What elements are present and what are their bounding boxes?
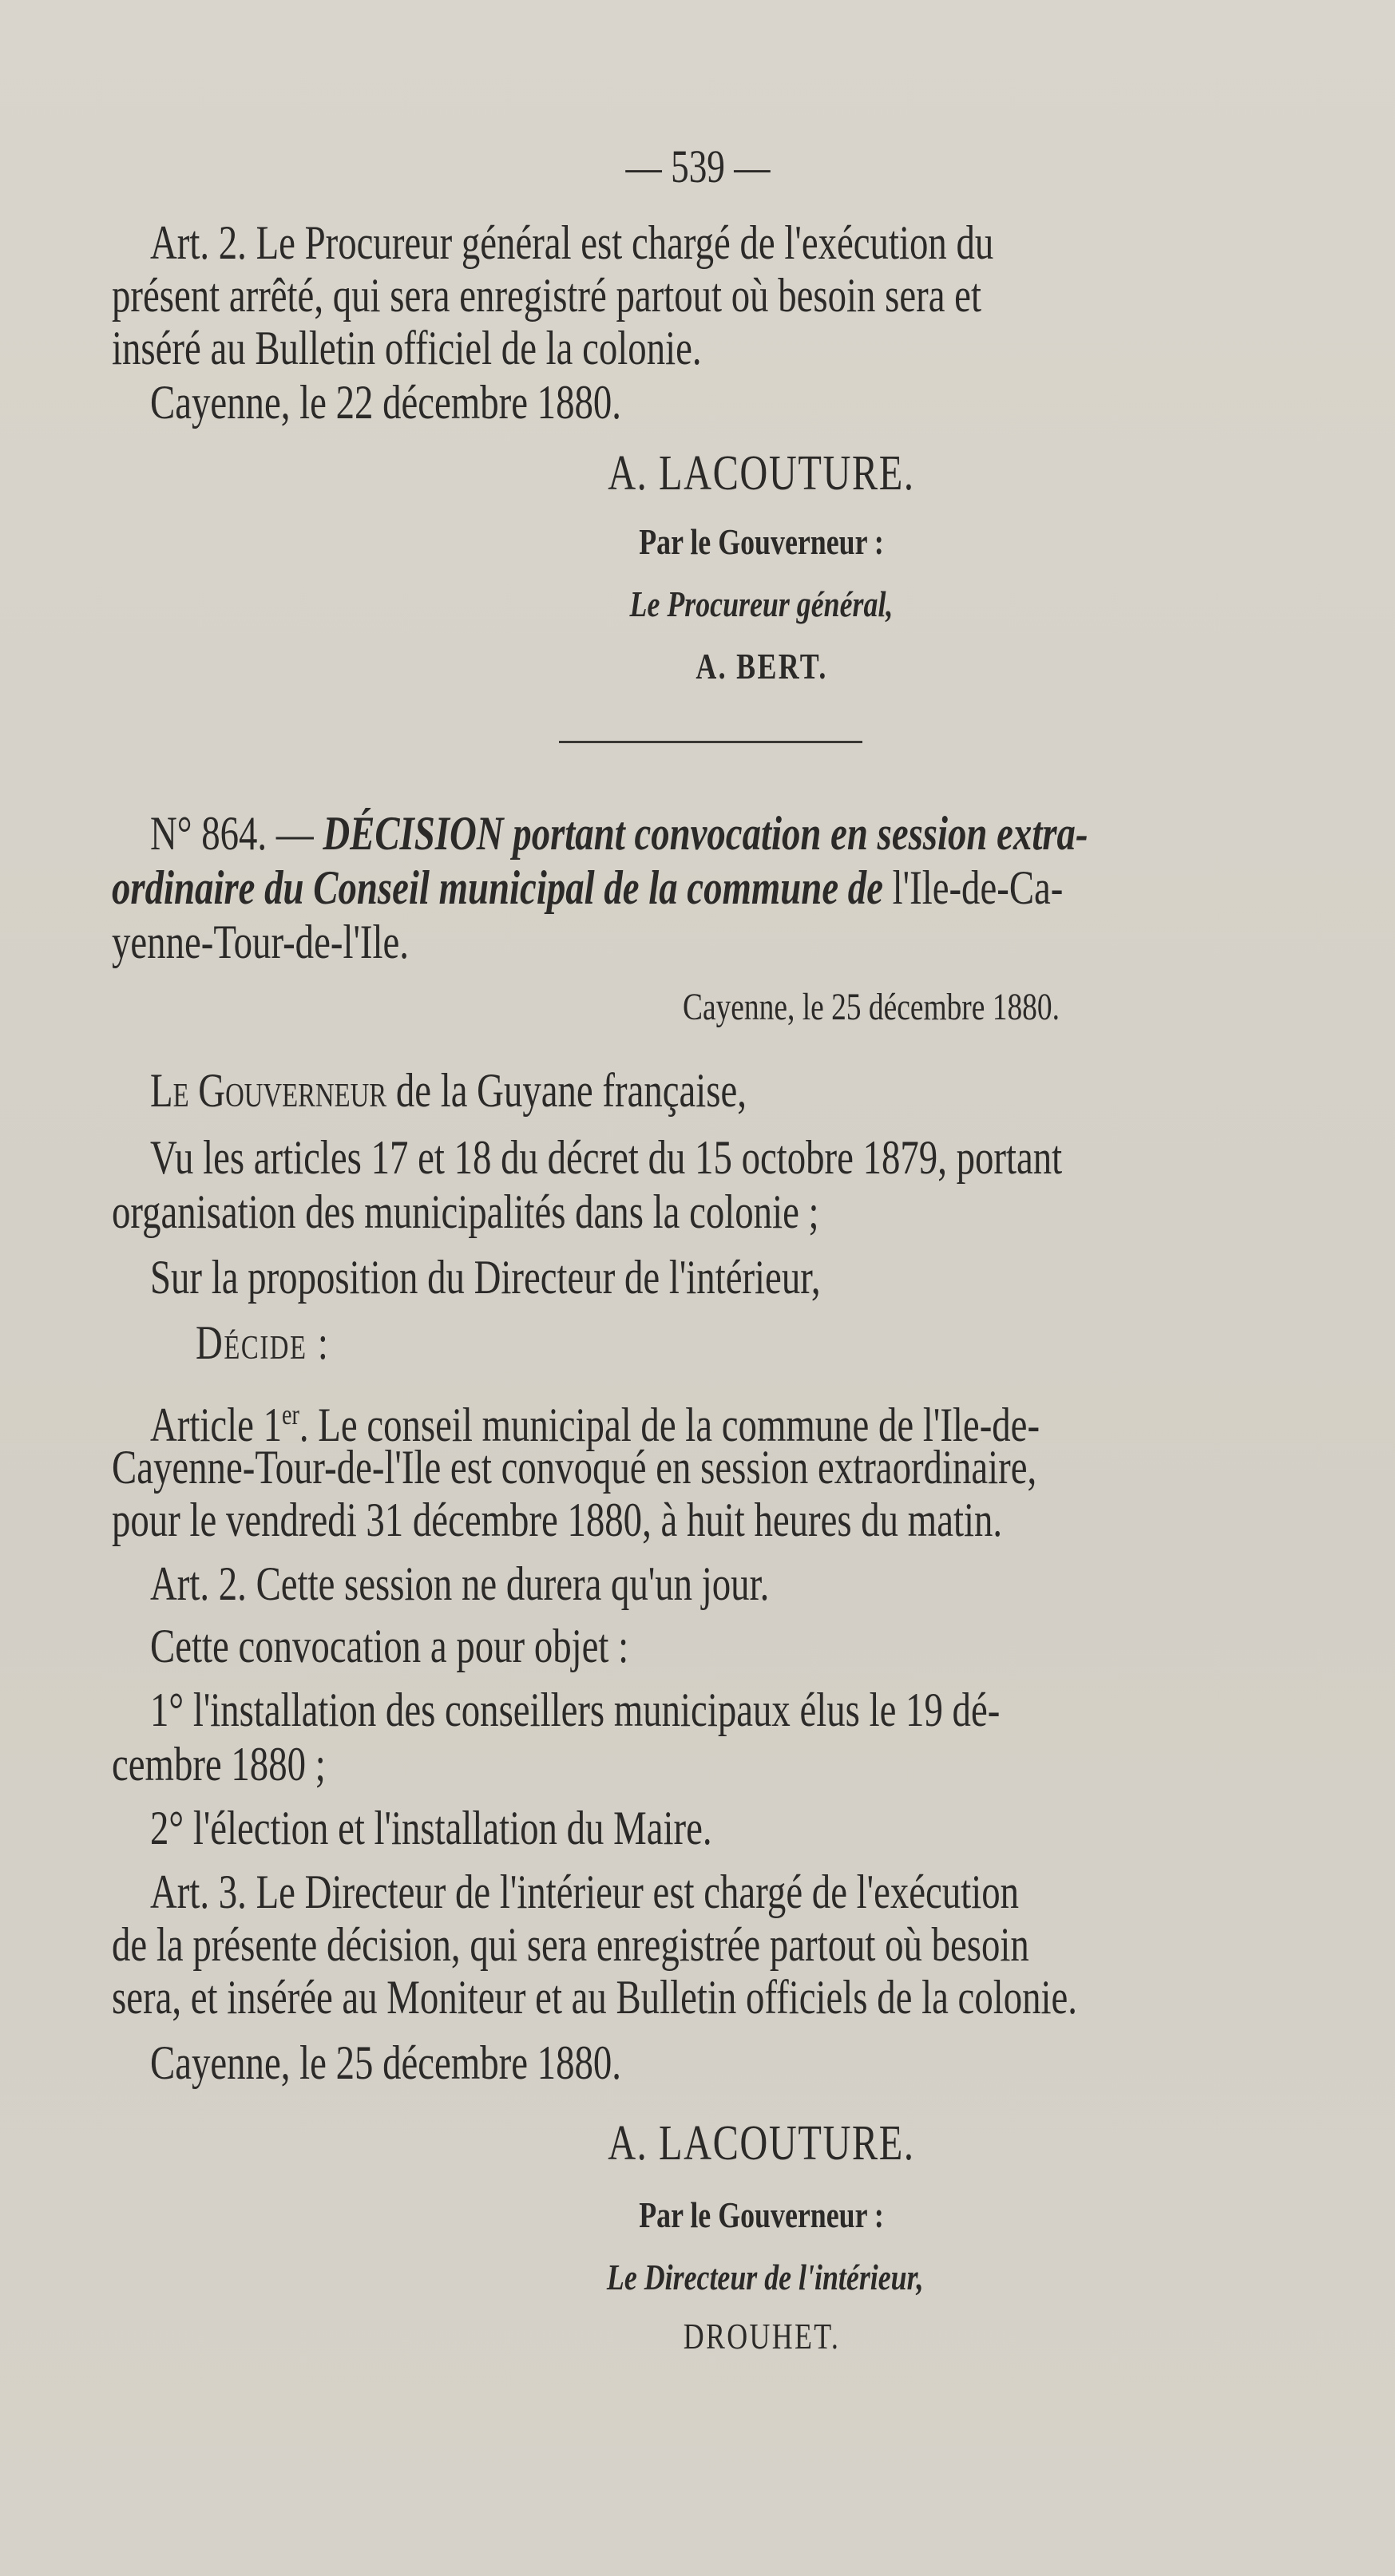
text-line: Art. 2. Le Procureur général est chargé de l'exécution du [150, 216, 994, 269]
decision-title-line: ordinaire du Conseil municipal de la commune de l'Ile-de-Ca- [112, 861, 1064, 914]
date-line: Cayenne, le 22 décembre 1880. [150, 376, 621, 429]
text-line: présent arrêté, qui sera enregistré partout où besoin sera et [112, 269, 981, 322]
decision-title-line: yenne-Tour-de-l'Ile. [112, 916, 409, 968]
text-line: cembre 1880 ; [112, 1738, 326, 1791]
authority-line: Le Gouverneur de la Guyane française, [150, 1064, 747, 1117]
signature-par: Par le Gouverneur : [639, 521, 884, 562]
signature-role: Le Procureur général, [629, 584, 894, 624]
text-line: Cayenne-Tour-de-l'Ile est convoqué en session extraordinaire, [112, 1441, 1037, 1494]
signature-role: Le Directeur de l'intérieur, [607, 2257, 924, 2297]
text-line: Sur la proposition du Directeur de l'intérieur, [150, 1251, 821, 1304]
signature-par: Par le Gouverneur : [639, 2194, 884, 2235]
text-line: pour le vendredi 31 décembre 1880, à huit heures du matin. [112, 1494, 1003, 1546]
decide-heading: Décide : [196, 1316, 330, 1369]
decision-number: N° 864. [150, 807, 268, 860]
place-date: Cayenne, le 25 décembre 1880. [683, 986, 1060, 1028]
text-line: inséré au Bulletin officiel de la colonie. [112, 322, 702, 374]
text-line: de la présente décision, qui sera enregistrée partout où besoin [112, 1918, 1029, 1971]
date-line: Cayenne, le 25 décembre 1880. [150, 2036, 621, 2089]
text-line: 1° l'installation des conseillers municipaux élus le 19 dé- [150, 1684, 1001, 1736]
decision-title: DÉCISION portant convocation en session extra- [323, 807, 1088, 860]
signature-name: A. BERT. [695, 646, 828, 687]
text-line: Article 1er. Le conseil municipal de la commune de l'Ile-de- [150, 1399, 1040, 1451]
text-line: sera, et insérée au Moniteur et au Bulletin officiels de la colonie. [112, 1971, 1078, 2024]
decision-title-line [150, 808, 1088, 859]
text-line: organisation des municipalités dans la colonie ; [112, 1185, 819, 1238]
text-line: Art. 3. Le Directeur de l'intérieur est chargé de l'exécution [150, 1866, 1020, 1918]
text-line: Vu les articles 17 et 18 du décret du 15 octobre 1879, portant [150, 1131, 1063, 1184]
text-line: 2° l'élection et l'installation du Maire. [150, 1802, 712, 1854]
signature: A. LACOUTURE. [608, 2116, 915, 2170]
text-line: Cette convocation a pour objet : [150, 1620, 629, 1672]
signature-name: DROUHET. [683, 2316, 840, 2356]
page-number: — 539 — [625, 140, 770, 192]
decision-dash: — [275, 807, 314, 860]
text-line: Art. 2. Cette session ne durera qu'un jour. [150, 1557, 770, 1610]
separator-rule [559, 741, 862, 743]
signature: A. LACOUTURE. [608, 446, 915, 501]
